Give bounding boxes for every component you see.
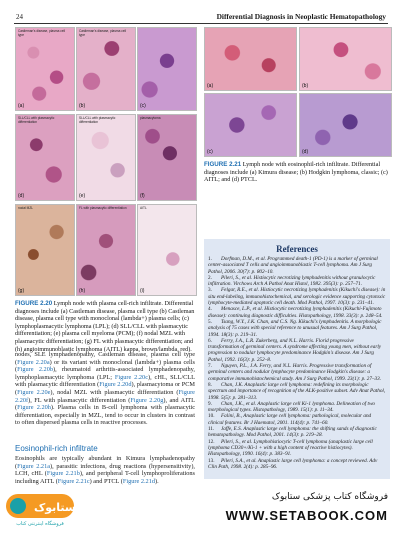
reference-item <box>208 439 386 458</box>
panel-label: (h) <box>79 288 86 294</box>
figure-panel-i <box>137 204 197 296</box>
paragraph-text: ), parasitic infections, drug reactions (hypersensitivity), LCH, cHL ( <box>15 462 195 478</box>
reference-number: 1. <box>208 256 212 262</box>
figure-2-20-caption <box>15 300 195 353</box>
references-title: References <box>276 244 318 254</box>
paragraph-text: ), FL with plasmacytic differentiation ( <box>28 396 131 404</box>
paragraph-text: ), cHL, SLL/CLL with plasmacytic differentiation ( <box>15 373 195 389</box>
reference-text: Tsang, W.Y., J.K. Chan, and C.S. Ng. Kikuchi's lymphadenitis. A morphologic analysis of 75 cases with special reference to unusual features. Am J Surg Pathol, 1994. 18(3): p. 219–31. <box>208 318 382 338</box>
figure-panel-c <box>204 93 297 157</box>
panel-inset-text: Castleman's disease, plasma cell type <box>18 29 66 37</box>
figure-link[interactable]: Figure 2.20b <box>17 366 53 374</box>
caption-text: Lymph node with plasma cell-rich infiltrate. Differential diagnoses include (a) Castleman disease, plasma cell type (b) Castleman disease, plasma cell type with monoclonal (lambda+) plasma cells; (c) lymphoplasmacytic lymphoma (LPL); (d) SLL/CLL with plasmacytic differentiation; (e) plasma cell myeloma (PCM); (f) nodal MZL with plasmacytic differentiation; (g) FL with plasmacytic differentiation; and (h) angioimmunoblastic lymphoma (AITL) kappa, brown/lambda, red). <box>15 300 195 353</box>
panel-inset-text: SLL/CLL with plasmacytic differentiation <box>79 116 116 124</box>
reference-item <box>208 275 386 288</box>
panel-label: (d) <box>18 193 25 199</box>
reference-item <box>208 363 386 382</box>
figure-link[interactable]: Figure 2.20a <box>17 358 50 366</box>
reference-number: 3. <box>208 287 212 294</box>
panel-label: (d) <box>302 149 309 155</box>
panel-inset-text: FL with plasmacytic differentiation <box>79 206 127 210</box>
reference-number: 5. <box>208 318 212 325</box>
reference-item <box>208 256 386 275</box>
reference-number: 4. <box>208 306 212 313</box>
reference-number: 12. <box>208 438 215 445</box>
reference-number: 6. <box>208 337 212 344</box>
reference-number: 8. <box>208 381 212 388</box>
reference-text: Felgar, R.E., et al. Histiocytic necrotizing lymphadenitis (Kikuchi's disease): in situ end-labeling, immunohistochemical, and serologic evidence supporting cytotoxic lymphocyte-mediated apoptotic cell death. Mod Pathol, 1997. 10(3): p. 231–41. <box>208 287 386 307</box>
figure-panel-b <box>76 27 136 111</box>
reference-item <box>208 287 386 306</box>
caption-text: Lymph node with eosinophil-rich infiltrate. Differential diagnoses include (a) Kimura disease; (b) Hodgkin lymphoma, classic; (c) AITL; and (d) PTCL. <box>204 161 388 184</box>
reference-item <box>208 426 386 439</box>
paragraph-text: ), and AITL ( <box>15 396 195 412</box>
figure-link[interactable]: Figure 2.20e <box>17 388 51 396</box>
body-paragraph <box>15 455 195 485</box>
reference-number: 2. <box>208 274 212 281</box>
paragraph-text: ) and PTCL ( <box>89 477 123 485</box>
figure-panel-a <box>15 27 75 111</box>
panel-label: (i) <box>140 288 145 294</box>
header-rule <box>14 23 388 24</box>
figure-2-20 <box>15 27 195 294</box>
panel-label: (b) <box>79 103 86 109</box>
paragraph-text: ) or its variant with monoclonal (lambda+) plasma cells ( <box>15 358 195 374</box>
panel-inset-text: plasmacytoma <box>140 116 161 120</box>
caption-label: FIGURE 2.21 <box>204 161 242 168</box>
figure-link[interactable]: Figure 2.20d <box>99 381 132 389</box>
reference-text: Ferry, J.A., L.R. Zukerberg, and N.L. Harris. Florid progressive transformation of germinal centers. A syndrome affecting young men, without early progression to nodular lymphocyte predominance Hodgkin's disease. Am J Surg Pathol, 1992. 16(3): p. 252–8. <box>208 337 382 363</box>
reference-number: 10. <box>208 413 215 420</box>
reference-item <box>208 401 386 414</box>
paragraph-text: ), plasmacytoma or PCM ( <box>15 381 196 396</box>
running-title: Differential Diagnosis in Neoplastic Hematopathology <box>216 12 386 21</box>
figure-link[interactable]: Figure 2.20h <box>17 404 51 412</box>
logo-tagline: فروشگاه اینترنتی کتاب <box>16 521 64 527</box>
panel-inset-text: AITL <box>140 206 147 210</box>
figure-panel-a <box>204 27 297 91</box>
panel-label: (f) <box>140 193 145 199</box>
panel-label: (c) <box>140 103 146 109</box>
figure-link[interactable]: Figure 2.21c <box>57 477 90 485</box>
reference-text: Nguyen, P.L., J.A. Ferry, and N.L. Harris. Progressive transformation of germinal centers and nodular lymphocyte predominance Hodgkin's disease: a comparative immunohistochemical study. Am J Surg Pathol, 1999. 23(1): p. 27–33. <box>208 363 382 382</box>
reference-number: 9. <box>208 400 212 407</box>
figure-panel-d <box>15 114 75 201</box>
paragraph-text: ), rheumatoid arthritis-associated lymphadenopathy, lymphoplasmacytic lymphoma (LPL; <box>15 366 195 381</box>
figure-link[interactable]: Figure 2.20g <box>130 396 164 404</box>
page-number: 24 <box>16 13 23 21</box>
paragraph-text: nodes, SLE lymphadenopathy, Castleman disease, plasma cell type ( <box>15 351 195 366</box>
figure-link[interactable]: Figure 2.21d <box>122 477 155 485</box>
paragraph-text: ), nodal MZL with plasmacytic differentiation ( <box>50 388 179 396</box>
panel-inset-text: SLL/CLL with plasmacytic differentiation <box>18 116 55 124</box>
setabook-logo[interactable] <box>4 490 76 528</box>
logo-brand-text: ستابوک <box>34 501 76 514</box>
figure-panel-d <box>299 93 392 157</box>
figure-2-21-caption <box>204 161 390 184</box>
figure-panel-c <box>137 27 197 111</box>
reference-number: 13. <box>208 457 215 464</box>
paragraph-text: Eosinophils are typically abundant in Kimura lymphadenopathy ( <box>15 455 195 470</box>
reference-item <box>208 306 386 319</box>
panel-label: (e) <box>79 193 86 199</box>
figure-panel-b <box>299 27 392 91</box>
reference-item <box>208 413 386 426</box>
reference-text: Falini, B., Anaplastic large cell lymphoma: pathological, molecular and clinical features. Br J Haematol, 2001. 114(4): p. 741–60. <box>208 413 372 426</box>
section-heading: Eosinophil-rich infiltrate <box>15 444 98 453</box>
figure-2-21 <box>204 27 390 155</box>
caption-label: FIGURE 2.20 <box>15 300 53 307</box>
panel-inset-text: nodal MZL <box>18 206 34 210</box>
paragraph-text: ), and peripheral T-cell lymphoproliferations including AITL ( <box>15 470 195 485</box>
references-list <box>208 256 386 470</box>
reference-number: 7. <box>208 363 212 370</box>
reference-item <box>208 338 386 363</box>
figure-panel-f <box>137 114 197 201</box>
figure-link[interactable]: Figure 2.20c <box>114 373 148 381</box>
reference-text: Pileri, S.A., et al. Anaplastic large cell lymphoma: a concept reviewed. Adv Clin Path, 1998. 2(4): p. 285–96. <box>208 457 378 470</box>
body-paragraph <box>15 351 195 427</box>
store-url[interactable]: WWW.SETABOOK.COM <box>225 508 388 523</box>
reference-text: Chan, J.K. Anaplastic large cell lymphoma: redefining its morphologic spectrum and importance of recognition of the ALK-positive subset. Adv Anat Pathol, 1998. 5(5): p. 281–313. <box>208 381 386 401</box>
panel-inset-text: Castleman's disease, plasma cell type <box>79 29 127 37</box>
paragraph-text: ). Plasma cells in B-cell lymphoma with plasmacytic differentiation, especially in MZL, tend to occur in clusters in contrast to often dispersed plasma cells in reactive processes. <box>15 404 196 427</box>
reference-text: Menasce, L.P., et al. Histiocytic necrotizing lymphadenitis (Kikuchi-Fujimoto disease): continuing diagnostic difficulties. Histopathology, 1998. 33(3): p. 248–54. <box>208 306 383 319</box>
figure-link[interactable]: Figure 2.20f <box>15 388 195 404</box>
reference-item <box>208 382 386 401</box>
figure-panel-g <box>15 204 75 296</box>
figure-link[interactable]: Figure 2.21a <box>17 462 51 470</box>
figure-link[interactable]: Figure 2.21b <box>46 470 80 478</box>
figure-panel-e <box>76 114 136 201</box>
panel-label: (c) <box>207 149 213 155</box>
panel-label: (a) <box>18 103 25 109</box>
reference-item <box>208 458 386 471</box>
reference-text: Chan, J.K., et al. Anaplastic large cell Ki-1 lymphoma. Delineation of two morphological types. Histopathology, 1989. 15(1): p. 11–34. <box>208 400 376 414</box>
figure-panel-h <box>76 204 136 296</box>
reference-text: Pileri, S., et al. Histiocytic necrotizing lymphadenitis without granulocytic infiltration. Virchows Arch A Pathol Anat Histol, 1982. 395(3): p. 257–71. <box>208 274 376 288</box>
panel-label: (b) <box>302 83 309 89</box>
paragraph-text: ). <box>155 477 159 485</box>
reference-text: Jaffe, E.S. Anaplastic large cell lymphoma: the shifting sands of diagnostic hematopathology. Mod Pathol, 2001. 14(3): p. 219–28. <box>208 426 377 439</box>
store-name: فروشگاه کتاب پزشکی ستابوک <box>271 492 388 502</box>
panel-label: (g) <box>18 288 25 294</box>
setabook-logo-icon <box>4 490 76 528</box>
reference-item <box>208 319 386 338</box>
reference-text: Pileri, S., et al. Lymphohistiocytic T-cell lymphoma (anaplastic large cell lymphoma CD30+/Ki-1 + with a high content of reactive histiocytes). Histopathology, 1990. 16(4): p. 383–91. <box>208 438 373 458</box>
reference-text: Dorfman, D.M., et al. Programmed death-1 (PD-1) is a marker of germinal center-associated T cells and angioimmunoblastic T-cell lymphoma. Am J Surg Pathol, 2006. 30(7): p. 802–10. <box>208 256 378 275</box>
panel-label: (a) <box>207 83 214 89</box>
reference-number: 11. <box>208 426 215 433</box>
